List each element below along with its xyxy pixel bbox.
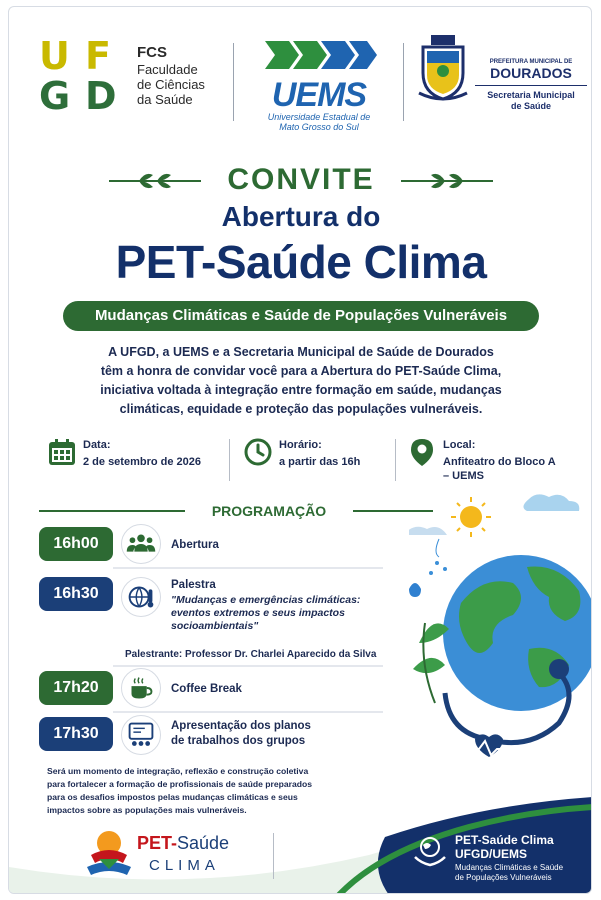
uems-name: UEMS <box>271 76 367 114</box>
intro-line: A UFGD, a UEMS e a Secretaria Municipal de Saúde de Dourados <box>108 345 494 359</box>
info-place <box>407 435 557 489</box>
closing-line: impactos sobre as populações mais vulneráveis. <box>47 805 247 815</box>
place-value-line1: Anfiteatro do Bloco A <box>443 456 556 468</box>
schedule-time: 16h00 <box>39 527 113 561</box>
info-date <box>47 435 227 489</box>
event-desc-line: socioambientais" <box>171 620 259 632</box>
abertura-heading: Abertura do <box>221 201 381 232</box>
badge-desc-line: Mudanças Climáticas e Saúde <box>455 863 564 872</box>
leaf-right-icon <box>401 171 493 191</box>
uems-sub1: Universidade Estadual de <box>267 112 371 122</box>
prefeitura-sec1: Secretaria Municipal <box>487 90 575 100</box>
fcs-abbr: FCS <box>137 44 167 61</box>
globe-thermometer-icon <box>122 578 160 616</box>
schedule-time: 16h30 <box>39 577 113 611</box>
info-divider <box>395 439 396 481</box>
fcs-line1: Faculdade <box>137 62 198 77</box>
presentation-board-icon <box>122 716 160 754</box>
place-value-line2: – UEMS <box>443 470 484 482</box>
info-divider <box>229 439 230 481</box>
event-icon-wrapper <box>121 715 161 755</box>
closing-line: para fortalecer a formação de profissionais de saúde preparados <box>47 779 313 789</box>
intro-line: têm a honra de convidar você para a Abertura do PET-Saúde Clima, <box>100 364 502 378</box>
info-time <box>243 435 393 489</box>
fcs-label <box>137 45 205 107</box>
date-value: 2 de setembro de 2026 <box>83 456 202 468</box>
pet-logo-clima: CLIMA <box>149 857 220 874</box>
prefeitura-text <box>475 59 587 112</box>
event-icon-wrapper <box>121 577 161 617</box>
intro-line: climáticas, equidade e proteção das populações vulneráveis. <box>119 402 483 416</box>
event-title: Coffee Break <box>171 683 242 695</box>
dourados-crest-icon <box>417 33 469 103</box>
footer-badge <box>455 833 575 883</box>
pet-logo-red: PET- <box>137 833 178 853</box>
time-value: a partir das 16h <box>279 456 361 468</box>
event-speaker: Palestrante: Professor Dr. Charlei Aparecido da Silva <box>125 649 377 660</box>
closing-line: para os desafios impostos pelas mudanças climáticas e seus <box>47 792 298 802</box>
prefeitura-city: DOURADOS <box>475 65 587 86</box>
pet-saude-clima-title: PET-Saúde Clima <box>115 236 487 288</box>
clock-icon <box>243 437 273 467</box>
convite-row <box>9 163 592 197</box>
programacao-title: PROGRAMAÇÃO <box>211 503 327 519</box>
header-divider <box>403 43 404 121</box>
earth-stethoscope-illustration <box>409 493 592 793</box>
event-title: Abertura <box>171 539 219 551</box>
badge-desc-line: de Populações Vulneráveis <box>455 873 552 882</box>
schedule-time: 17h30 <box>39 717 113 751</box>
event-title-line: de trabalhos dos grupos <box>171 735 306 747</box>
calendar-icon <box>47 437 77 467</box>
fcs-line3: da Saúde <box>137 92 193 107</box>
badge-subtitle: UFGD/UEMS <box>455 847 527 861</box>
date-label: Data: <box>83 439 111 451</box>
coffee-cup-icon <box>122 669 160 707</box>
ufgd-logo <box>39 34 135 119</box>
programacao-line-left <box>39 510 185 512</box>
event-desc-line: eventos extremos e seus impactos <box>171 607 345 619</box>
event-title-line: Apresentação dos planos <box>171 720 311 732</box>
prefeitura-sec2: de Saúde <box>510 101 551 111</box>
pet-logo-wordmark <box>137 833 229 854</box>
prefeitura-small: PREFEITURA MUNICIPAL DE <box>489 59 573 65</box>
event-title <box>171 719 311 749</box>
ufgd-letter-u: U <box>39 34 70 78</box>
group-people-icon <box>122 525 160 563</box>
place-value <box>443 455 556 483</box>
schedule-time: 17h20 <box>39 671 113 705</box>
event-icon-wrapper <box>121 524 161 564</box>
badge-title: PET-Saúde Clima <box>455 833 554 847</box>
time-label: Horário: <box>279 439 322 451</box>
intro-line: iniciativa voltada à integração entre formação em saúde, mudanças <box>100 383 502 397</box>
header-divider <box>233 43 234 121</box>
badge-desc <box>455 863 575 883</box>
event-title: Palestra <box>171 579 216 591</box>
row-divider <box>113 567 383 569</box>
ufgd-letter-g: G <box>39 74 71 118</box>
uems-chevron-icon <box>259 37 379 73</box>
row-divider <box>113 665 383 667</box>
ufgd-letter-f: F <box>85 34 111 78</box>
subtitle-banner: Mudanças Climáticas e Saúde de Populações Vulneráveis <box>63 301 539 331</box>
header-logos <box>9 7 592 132</box>
event-description <box>171 594 371 633</box>
invitation-poster <box>8 6 592 894</box>
programacao-header <box>9 501 592 521</box>
place-label: Local: <box>443 439 476 451</box>
convite-heading: CONVITE <box>227 163 375 196</box>
intro-paragraph <box>67 343 535 419</box>
hands-earth-icon <box>411 833 449 871</box>
programacao-line-right <box>353 510 433 512</box>
closing-line: Será um momento de integração, reflexão e construção coletiva <box>47 766 309 776</box>
footer-divider <box>273 833 274 879</box>
event-desc-line: "Mudanças e emergências climáticas: <box>171 594 361 606</box>
event-icon-wrapper <box>121 668 161 708</box>
ufgd-letter-d: D <box>85 74 117 118</box>
uems-sub2: Mato Grosso do Sul <box>279 122 359 132</box>
uems-logo <box>249 37 389 132</box>
pet-logo-blue: Saúde <box>177 833 230 853</box>
row-divider <box>113 711 383 713</box>
location-pin-icon <box>407 437 437 467</box>
leaf-left-icon <box>109 171 201 191</box>
fcs-line2: de Ciências <box>137 77 205 92</box>
